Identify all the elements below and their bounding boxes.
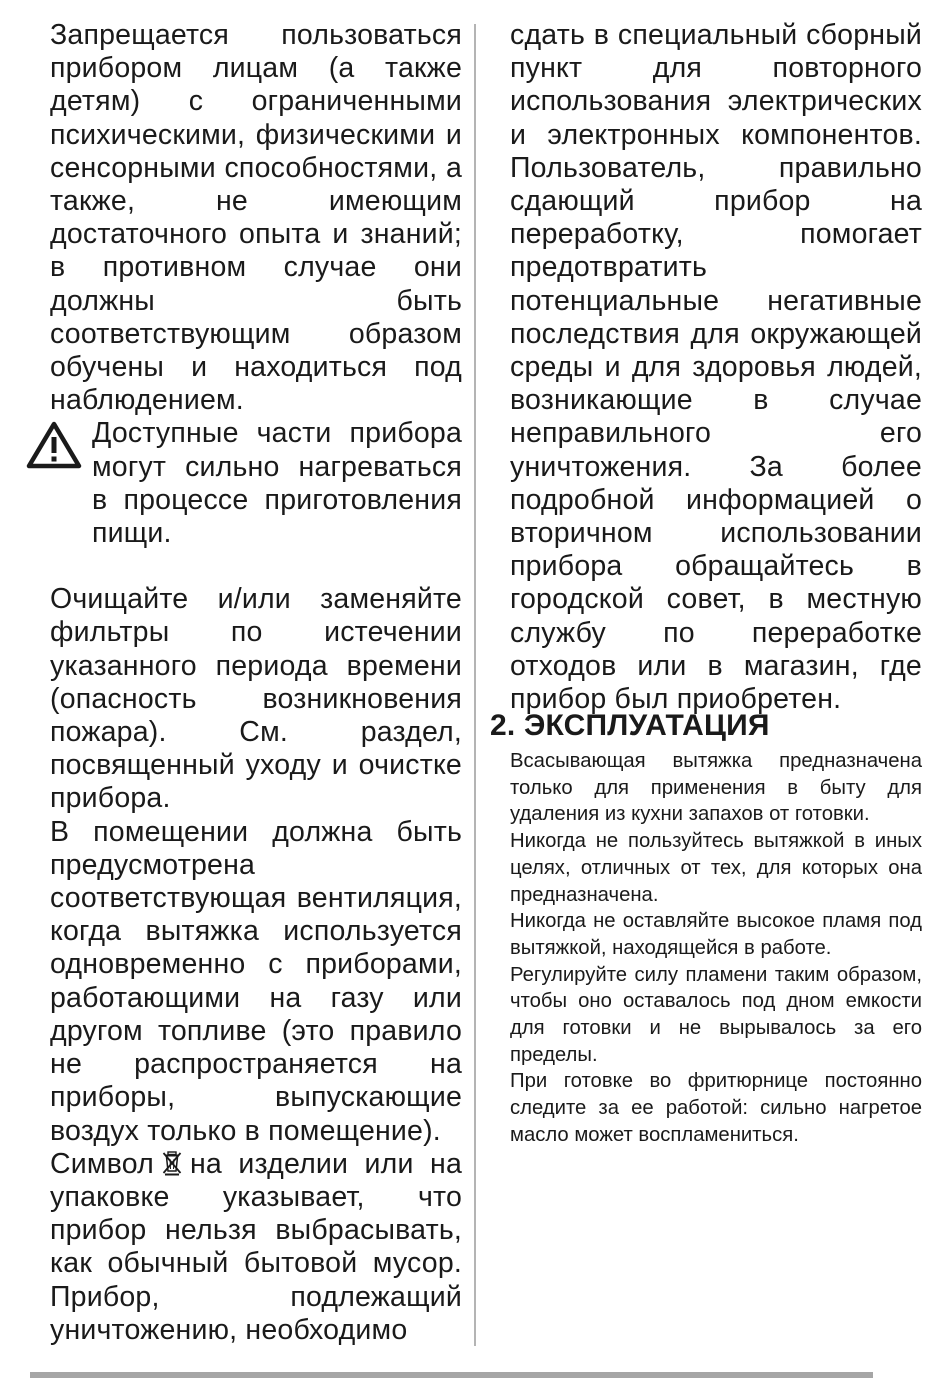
warning-hot-parts: Доступные части прибора могут сильно нагреваться в процессе приготовления пищи. [92, 417, 462, 550]
disposal-text-start: Символ [50, 1147, 154, 1180]
disposal-text-end: на изделии или на упаковке указывает, что прибор нельзя выбрасывать, как обычный бытовой мусор. Прибор, подлежащий уничтожению, необходимо [50, 1147, 462, 1346]
paragraph-high-flame: Никогда не оставляйте высокое пламя под вытяжкой, находящейся в работе. [510, 910, 922, 959]
paragraph-restricted-use: Запрещается пользоваться прибором лицам (а также детям) с ограниченными психическими, физическими и сенсорными способностями, а также, не имеющим достаточного опыта и знаний; в противном случае они должны быть соответствующим образом обучены и находиться под наблюдением. [50, 19, 462, 417]
left-column [50, 19, 462, 1347]
warning-block [50, 417, 462, 550]
paragraph-ventilation: В помещении должна быть предусмотрена соответствующая вентиляция, когда вытяжка используется одновременно с приборами, работающими на газу или другом топливе (это правило не распространяется на приборы, выпускающие воздух только в помещение). [50, 815, 462, 1147]
spacer [50, 550, 462, 583]
paragraph-other-uses: Никогда не пользуйтесь вытяжкой в иных целях, отличных от тех, для которых она предназначена. [510, 830, 922, 906]
column-divider [474, 24, 476, 1346]
paragraph-deep-fryer: При готовке во фритюрнице постоянно следите за ее работой: сильно нагретое масло может воспламениться. [510, 1070, 922, 1146]
footer-rule [30, 1372, 873, 1378]
paragraph-purpose: Всасывающая вытяжка предназначена только для применения в быту для удаления из кухни запахов от готовки. [510, 750, 922, 826]
paragraph-flame-control: Регулируйте силу пламени таким образом, чтобы оно оставалось под дном емкости для готовки и не вырывалось за его пределы. [510, 963, 922, 1066]
section-title: 2. ЭКСПЛУАТАЦИЯ [490, 709, 770, 742]
operation-section-body [510, 748, 922, 1149]
right-column [510, 19, 922, 716]
paragraph-disposal [50, 1148, 462, 1347]
paragraph-filters: Очищайте и/или заменяйте фильтры по истечении указанного периода времени (опасность возникновения пожара). См. раздел, посвященный уходу и очистке прибора. [50, 583, 462, 815]
warning-triangle-icon [26, 421, 82, 469]
paragraph-recycling: сдать в специальный сборный пункт для повторного использования электрических и электронных компонентов. Пользователь, правильно сдающий прибор на переработку, помогает предотвратить потенциальные негативные последствия для окружающей среды и для здоровья людей, возникающие в случае неправильного его уничтожения. За более подробной информацией о вторичном использовании прибора обращайтесь в городской совет, в местную службу по переработке отходов или в магазин, где прибор был приобретен. [510, 19, 922, 716]
crossed-bin-icon [162, 1150, 182, 1176]
